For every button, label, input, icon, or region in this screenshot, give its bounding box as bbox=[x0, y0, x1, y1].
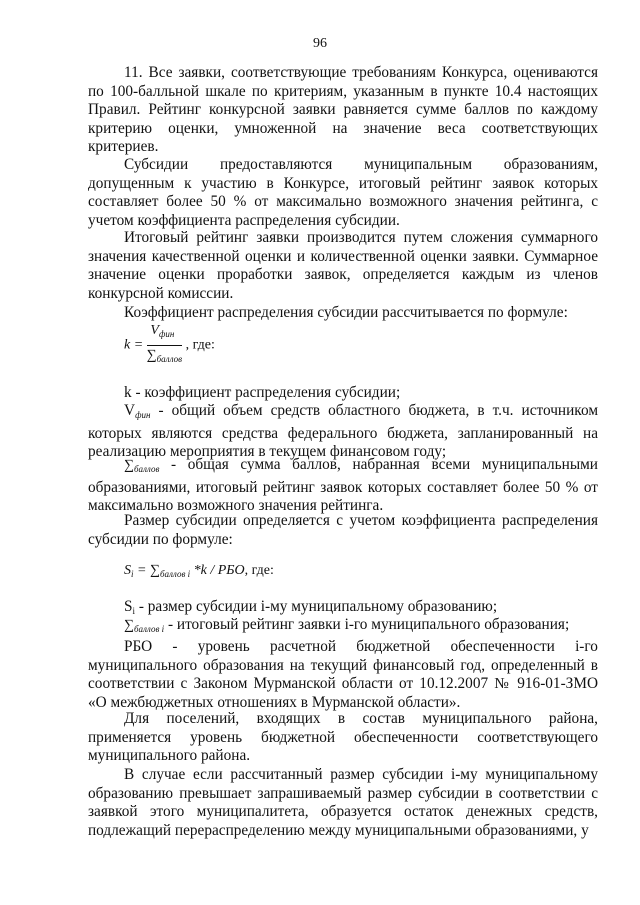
definition-rbo-rest: муниципального образования на текущий финансовый год, определенный в соответствии с Законом Мурманской области от 10.12.2007 № 916-01-ЗМО «О межбюджетных отношениях в Мурманской области». bbox=[88, 656, 598, 711]
rbo-word: уровень bbox=[197, 638, 250, 655]
formula-coefficient bbox=[124, 322, 424, 368]
rbo-word: бюджетной bbox=[356, 638, 431, 655]
definition-si-text: - размер субсидии i-му муниципальному образованию; bbox=[135, 598, 498, 615]
definition-sum-text: - общая сумма баллов, набранная всеми муниципальными образованиями, итоговый рейтинг заявок которых составляет более 50 % от максимально возможного значения рейтинга. bbox=[88, 456, 598, 515]
paragraph-settlements: Для поселений, входящих в состав муниципального района, применяется уровень бюджетной обеспеченности соответствующего муниципального района. bbox=[88, 710, 598, 765]
definition-si-subscript: i bbox=[132, 606, 136, 616]
formula-fraction bbox=[147, 322, 182, 368]
definition-v-fin bbox=[88, 402, 598, 462]
formula-tail: , где: bbox=[185, 337, 215, 353]
formula-lhs: k = bbox=[124, 337, 144, 353]
paragraph-subsidy-size: Размер субсидии определяется с учетом коэффициента распределения субсидии по формуле: bbox=[88, 512, 598, 548]
paragraph-subsidy-provision: Субсидии предоставляются муниципальным образованиям, допущенным к участию в Конкурсе, итоговый рейтинг заявок которых составляет более 50 % от максимально возможного значения рейтинга, с учетом коэффициента распределения субсидии. bbox=[88, 156, 598, 229]
rbo-word: i-го bbox=[575, 638, 598, 655]
definition-k: k - коэффициент распределения субсидии; bbox=[124, 384, 401, 401]
definition-sum-i bbox=[88, 616, 598, 639]
rbo-word: расчетной bbox=[269, 638, 337, 655]
formula2-s-subscript: i bbox=[131, 569, 134, 579]
rbo-word: РБО bbox=[124, 638, 153, 655]
definition-v-subscript: фин bbox=[135, 410, 151, 420]
page-number: 96 bbox=[313, 36, 327, 51]
fraction-denominator-symbol: ∑ bbox=[146, 347, 157, 363]
formula2-rest: *k / РБО bbox=[190, 563, 245, 578]
definition-sumi-symbol: ∑ bbox=[124, 618, 134, 633]
formula2-eq: = bbox=[133, 563, 150, 578]
formula2-s-symbol: S bbox=[124, 563, 131, 578]
definition-v-symbol: V bbox=[124, 402, 136, 419]
definition-rbo bbox=[88, 638, 598, 712]
fraction-denominator-subscript: баллов bbox=[156, 353, 183, 364]
paragraph-final-rating: Итоговый рейтинг заявки производится путем сложения суммарного значения качественной оценки и количественной оценки заявки. Суммарное значение оценки проработки заявок, определяется каждым из членов конкурсной комиссии. bbox=[88, 229, 598, 302]
formula-subsidy bbox=[124, 562, 424, 584]
definition-sumi-subscript: баллов i bbox=[133, 624, 165, 634]
definition-v-text: - общий объем средств областного бюджета, в т.ч. источником которых являются средства федерального бюджета, запланированный на реализацию мероприятия в текущем финансовом году; bbox=[88, 402, 598, 461]
fraction-numerator-symbol: V bbox=[150, 323, 159, 338]
paragraph-evaluation: 11. Все заявки, соответствующие требованиям Конкурса, оцениваются по 100-балльной шкале по критериям, указанным в пункте 10.4 настоящих Правил. Рейтинг конкурсной заявки равняется сумме баллов по каждому критерию оценки, умноженной на значение веса соответствующих критериев. bbox=[88, 64, 598, 156]
fraction-numerator-subscript: фин bbox=[158, 329, 175, 339]
formula2-tail: , где: bbox=[244, 563, 274, 578]
definition-sum-balls bbox=[88, 456, 598, 516]
paragraph-remainder: В случае если рассчитанный размер субсидии i-му муниципальному образованию превышает запрашиваемый размер субсидии в соответствии с заявкой этого муниципалитета, образуется остаток денежных средств, подлежащий перераспределению между муниципальными образованиями, у bbox=[88, 766, 598, 839]
paragraph-coefficient-intro: Коэффициент распределения субсидии рассчитывается по формуле: bbox=[124, 304, 568, 321]
rbo-word: обеспеченности bbox=[450, 638, 555, 655]
formula2-sum-symbol: ∑ bbox=[149, 563, 160, 578]
definition-sum-symbol: ∑ bbox=[124, 458, 134, 473]
formula2-sum-subscript: баллов i bbox=[159, 569, 191, 579]
definition-sum-subscript: баллов bbox=[133, 464, 160, 474]
definition-sumi-text: - итоговый рейтинг заявки i-го муниципального образования; bbox=[164, 616, 570, 633]
rbo-word: - bbox=[172, 638, 178, 655]
definition-rbo-first-line bbox=[88, 638, 598, 657]
definition-si-symbol: S bbox=[124, 598, 133, 615]
